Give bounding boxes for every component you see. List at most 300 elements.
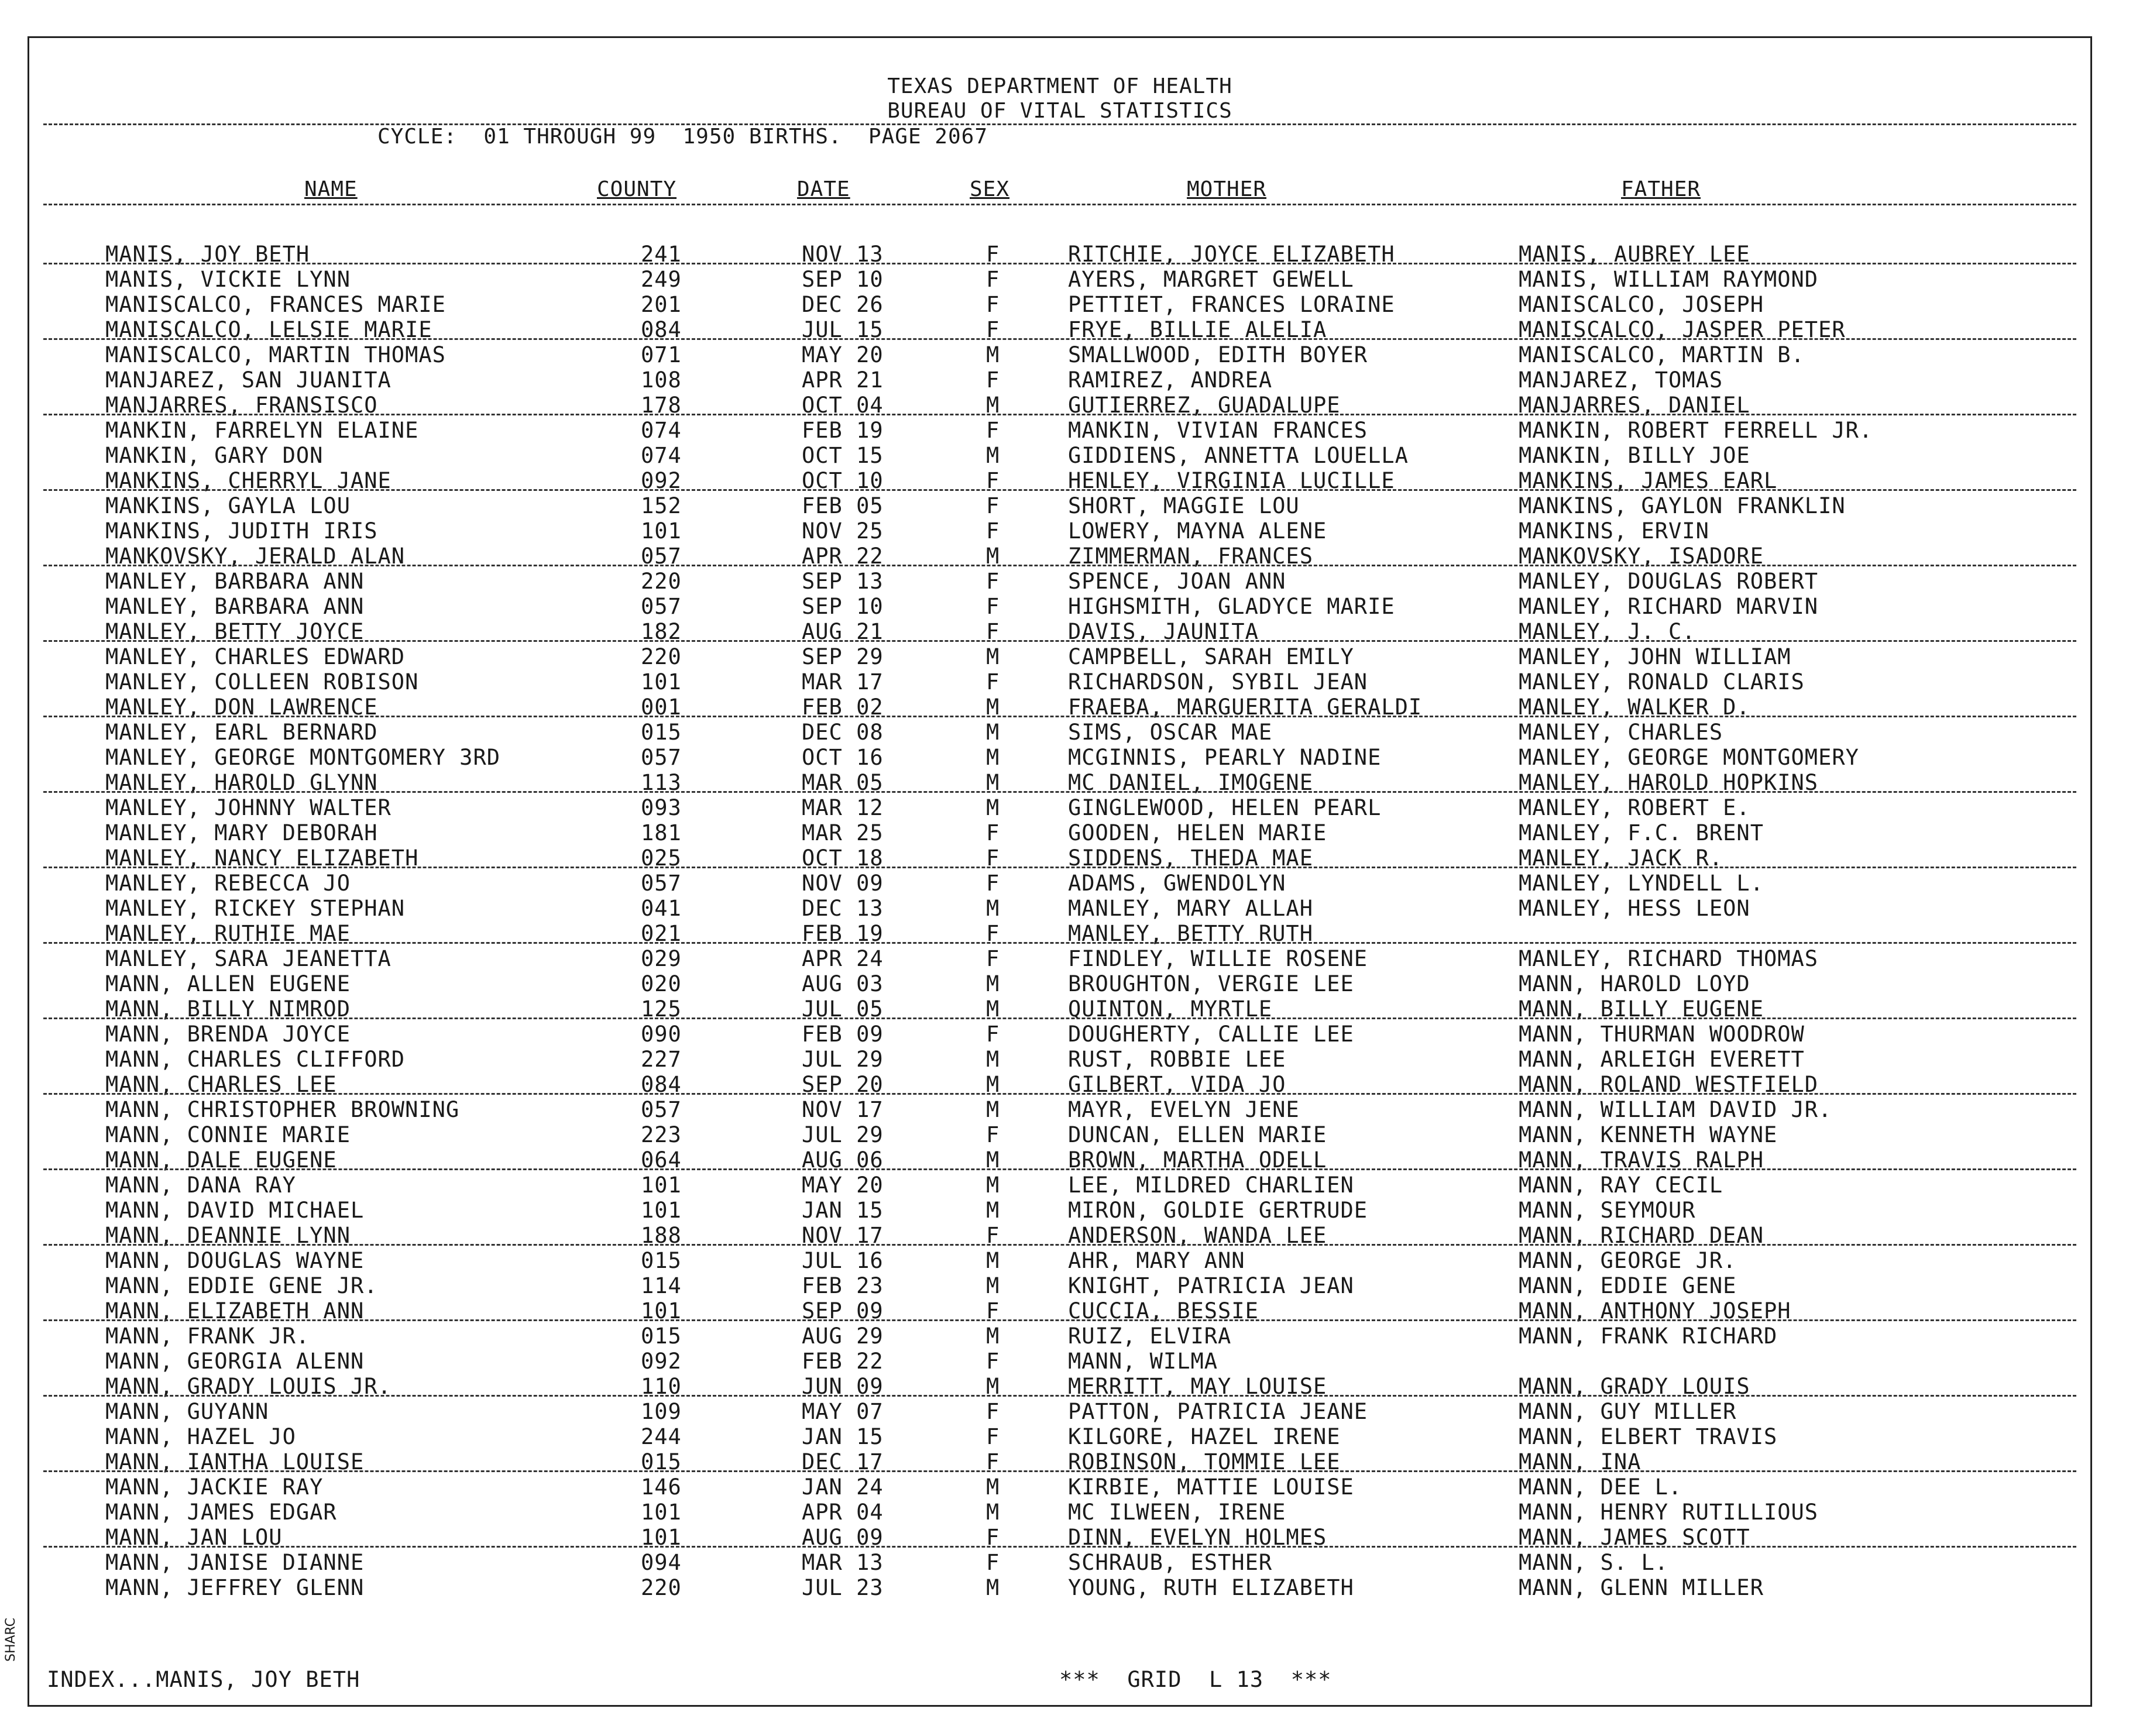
cell-father: MANJAREZ, TOMAS	[1519, 367, 1723, 393]
cell-date: MAR 17	[802, 669, 884, 695]
cell-date: NOV 25	[802, 518, 884, 544]
cell-father: MANN, WILLIAM DAVID JR.	[1519, 1097, 1832, 1122]
cell-date: MAR 12	[802, 795, 884, 820]
cell-father: MANN, GUY MILLER	[1519, 1399, 1737, 1424]
cell-name: MANN, CHARLES CLIFFORD	[105, 1047, 406, 1072]
cell-sex: F	[986, 317, 1000, 342]
cell-sex: F	[986, 594, 1000, 619]
cell-name: MANN, BILLY NIMROD	[105, 996, 351, 1022]
cell-mother: KNIGHT, PATRICIA JEAN	[1068, 1273, 1354, 1298]
cell-mother: MERRITT, MAY LOUISE	[1068, 1374, 1327, 1399]
cell-father: MANKINS, JAMES EARL	[1519, 468, 1778, 493]
cell-sex: M	[986, 544, 1000, 569]
cell-county: 041	[641, 896, 682, 921]
cell-date: FEB 02	[802, 695, 884, 720]
cell-mother: ADAMS, GWENDOLYN	[1068, 871, 1286, 896]
cell-mother: RUIZ, ELVIRA	[1068, 1324, 1232, 1349]
cell-date: AUG 09	[802, 1525, 884, 1550]
cell-sex: M	[986, 1072, 1000, 1097]
cell-county: 101	[641, 518, 682, 544]
cell-sex: F	[986, 1298, 1000, 1324]
table-row	[29, 267, 2090, 292]
cell-mother: FINDLEY, WILLIE ROSENE	[1068, 946, 1368, 971]
cell-mother: MANN, WILMA	[1068, 1349, 1218, 1374]
cell-father: MANN, INA	[1519, 1449, 1642, 1474]
cell-sex: F	[986, 1122, 1000, 1147]
cell-name: MANN, CHARLES LEE	[105, 1072, 337, 1097]
cell-name: MANN, FRANK JR.	[105, 1324, 310, 1349]
table-row	[29, 1399, 2090, 1424]
cell-name: MANIS, JOY BETH	[105, 242, 310, 267]
cell-county: 201	[641, 292, 682, 317]
cell-sex: M	[986, 1198, 1000, 1223]
cell-sex: F	[986, 518, 1000, 544]
dashed-rule	[43, 1395, 2076, 1397]
cell-mother: CUCCIA, BESSIE	[1068, 1298, 1259, 1324]
table-row	[29, 342, 2090, 367]
cell-county: 109	[641, 1399, 682, 1424]
cell-mother: CAMPBELL, SARAH EMILY	[1068, 644, 1354, 669]
cell-county: 223	[641, 1122, 682, 1147]
cell-father: MANLEY, HESS LEON	[1519, 896, 1750, 921]
cell-date: JAN 24	[802, 1474, 884, 1500]
cell-county: 029	[641, 946, 682, 971]
cell-date: FEB 23	[802, 1273, 884, 1298]
cell-father: MANN, GEORGE JR.	[1519, 1248, 1737, 1273]
table-row	[29, 1424, 2090, 1449]
cell-name: MANN, DALE EUGENE	[105, 1147, 337, 1173]
table-row	[29, 594, 2090, 619]
cell-date: DEC 26	[802, 292, 884, 317]
dashed-rule	[43, 791, 2076, 793]
cell-sex: M	[986, 971, 1000, 996]
cell-county: 101	[641, 1198, 682, 1223]
cell-county: 146	[641, 1474, 682, 1500]
cell-date: MAR 25	[802, 820, 884, 845]
cell-county: 152	[641, 493, 682, 518]
cell-name: MANISCALCO, MARTIN THOMAS	[105, 342, 446, 367]
dashed-rule	[43, 1017, 2076, 1019]
cell-sex: M	[986, 1575, 1000, 1600]
cell-date: NOV 09	[802, 871, 884, 896]
cell-mother: MC ILWEEN, IRENE	[1068, 1500, 1286, 1525]
cell-father: MANN, ANTHONY JOSEPH	[1519, 1298, 1791, 1324]
cell-county: 015	[641, 720, 682, 745]
cell-date: OCT 16	[802, 745, 884, 770]
cell-county: 092	[641, 1349, 682, 1374]
cell-mother: KILGORE, HAZEL IRENE	[1068, 1424, 1341, 1449]
cell-date: MAY 20	[802, 1173, 884, 1198]
cell-father: MANISCALCO, JASPER PETER	[1519, 317, 1846, 342]
cell-sex: M	[986, 443, 1000, 468]
cell-date: JUL 29	[802, 1122, 884, 1147]
cell-name: MANN, CHRISTOPHER BROWNING	[105, 1097, 460, 1122]
cell-name: MANN, IANTHA LOUISE	[105, 1449, 365, 1474]
cell-name: MANLEY, MARY DEBORAH	[105, 820, 378, 845]
cell-date: OCT 18	[802, 845, 884, 871]
cell-father: MANLEY, RICHARD THOMAS	[1519, 946, 1819, 971]
cell-date: SEP 20	[802, 1072, 884, 1097]
cell-county: 094	[641, 1550, 682, 1575]
table-row	[29, 1173, 2090, 1198]
cell-father: MANN, BILLY EUGENE	[1519, 996, 1764, 1022]
cell-county: 015	[641, 1449, 682, 1474]
cell-date: NOV 17	[802, 1097, 884, 1122]
cell-date: APR 24	[802, 946, 884, 971]
cell-date: MAY 07	[802, 1399, 884, 1424]
cell-mother: AHR, MARY ANN	[1068, 1248, 1245, 1273]
table-row	[29, 745, 2090, 770]
cell-county: 057	[641, 871, 682, 896]
cell-mother: ROBINSON, TOMMIE LEE	[1068, 1449, 1341, 1474]
cell-name: MANN, GRADY LOUIS JR.	[105, 1374, 392, 1399]
cell-father: MANISCALCO, MARTIN B.	[1519, 342, 1805, 367]
col-header-father: FATHER	[1621, 177, 1701, 201]
cell-county: 071	[641, 342, 682, 367]
cell-mother: HENLEY, VIRGINIA LUCILLE	[1068, 468, 1395, 493]
table-row	[29, 896, 2090, 921]
cell-county: 057	[641, 594, 682, 619]
dashed-rule	[43, 640, 2076, 642]
cell-sex: F	[986, 1525, 1000, 1550]
cell-county: 101	[641, 1500, 682, 1525]
cell-county: 021	[641, 921, 682, 946]
cell-mother: MANLEY, MARY ALLAH	[1068, 896, 1313, 921]
cell-mother: RUST, ROBBIE LEE	[1068, 1047, 1286, 1072]
table-row	[29, 871, 2090, 896]
cell-name: MANN, DOUGLAS WAYNE	[105, 1248, 365, 1273]
cell-father: MANLEY, RICHARD MARVIN	[1519, 594, 1819, 619]
cell-sex: F	[986, 267, 1000, 292]
cell-date: JUL 15	[802, 317, 884, 342]
cell-name: MANLEY, COLLEEN ROBISON	[105, 669, 419, 695]
cell-date: MAR 13	[802, 1550, 884, 1575]
cell-sex: M	[986, 1097, 1000, 1122]
cell-date: SEP 29	[802, 644, 884, 669]
cell-father: MANN, S. L.	[1519, 1550, 1669, 1575]
cell-sex: M	[986, 695, 1000, 720]
cell-sex: M	[986, 1047, 1000, 1072]
cell-father: MANLEY, J. C.	[1519, 619, 1696, 644]
dashed-rule	[43, 1244, 2076, 1246]
cell-date: JUN 09	[802, 1374, 884, 1399]
cell-name: MANLEY, CHARLES EDWARD	[105, 644, 406, 669]
cell-name: MANLEY, BARBARA ANN	[105, 594, 365, 619]
cell-name: MANLEY, RUTHIE MAE	[105, 921, 351, 946]
footer-grid: *** GRID L 13 ***	[1059, 1667, 1332, 1692]
table-row	[29, 644, 2090, 669]
cell-sex: M	[986, 1173, 1000, 1198]
cell-mother: KIRBIE, MATTIE LOUISE	[1068, 1474, 1354, 1500]
cell-date: DEC 17	[802, 1449, 884, 1474]
cell-sex: M	[986, 1324, 1000, 1349]
table-row	[29, 418, 2090, 443]
table-row	[29, 1122, 2090, 1147]
cell-date: JUL 23	[802, 1575, 884, 1600]
cell-date: AUG 29	[802, 1324, 884, 1349]
table-row	[29, 1349, 2090, 1374]
cell-name: MANN, ELIZABETH ANN	[105, 1298, 365, 1324]
cell-sex: F	[986, 1223, 1000, 1248]
cell-mother: YOUNG, RUTH ELIZABETH	[1068, 1575, 1354, 1600]
cell-date: NOV 13	[802, 242, 884, 267]
cell-name: MANISCALCO, FRANCES MARIE	[105, 292, 446, 317]
cell-name: MANJAREZ, SAN JUANITA	[105, 367, 392, 393]
cell-date: OCT 04	[802, 393, 884, 418]
cell-date: JAN 15	[802, 1198, 884, 1223]
cell-name: MANKINS, CHERRYL JANE	[105, 468, 392, 493]
cell-father: MANN, JAMES SCOTT	[1519, 1525, 1750, 1550]
cell-sex: F	[986, 418, 1000, 443]
dashed-rule	[43, 1319, 2076, 1321]
cell-sex: F	[986, 669, 1000, 695]
cell-mother: BROWN, MARTHA ODELL	[1068, 1147, 1327, 1173]
cell-name: MANISCALCO, LELSIE MARIE	[105, 317, 432, 342]
dashed-rule	[43, 263, 2076, 264]
cell-mother: ANDERSON, WANDA LEE	[1068, 1223, 1327, 1248]
cell-sex: M	[986, 996, 1000, 1022]
cell-father: MANKINS, GAYLON FRANKLIN	[1519, 493, 1846, 518]
cell-name: MANN, CONNIE MARIE	[105, 1122, 351, 1147]
cell-sex: F	[986, 468, 1000, 493]
dashed-rule	[43, 942, 2076, 944]
cell-father: MANLEY, LYNDELL L.	[1519, 871, 1764, 896]
cell-name: MANLEY, NANCY ELIZABETH	[105, 845, 419, 871]
cell-father: MANN, RAY CECIL	[1519, 1173, 1723, 1198]
cell-father: MANN, GLENN MILLER	[1519, 1575, 1764, 1600]
cell-date: AUG 03	[802, 971, 884, 996]
cell-sex: F	[986, 1424, 1000, 1449]
table-row	[29, 493, 2090, 518]
cell-father: MANN, GRADY LOUIS	[1519, 1374, 1750, 1399]
document-frame	[28, 36, 2092, 1707]
cell-county: 020	[641, 971, 682, 996]
cell-date: DEC 13	[802, 896, 884, 921]
cell-county: 125	[641, 996, 682, 1022]
cell-father: MANN, TRAVIS RALPH	[1519, 1147, 1764, 1173]
cell-county: 101	[641, 1525, 682, 1550]
cell-date: APR 21	[802, 367, 884, 393]
cell-date: JUL 05	[802, 996, 884, 1022]
cell-father: MANLEY, RONALD CLARIS	[1519, 669, 1805, 695]
cell-sex: M	[986, 1273, 1000, 1298]
cell-sex: F	[986, 1550, 1000, 1575]
cell-sex: M	[986, 745, 1000, 770]
cell-date: SEP 10	[802, 594, 884, 619]
cell-father: MANN, FRANK RICHARD	[1519, 1324, 1778, 1349]
cell-mother: GUTIERREZ, GUADALUPE	[1068, 393, 1341, 418]
cell-mother: QUINTON, MYRTLE	[1068, 996, 1273, 1022]
cell-county: 108	[641, 367, 682, 393]
table-row	[29, 443, 2090, 468]
cell-mother: RITCHIE, JOYCE ELIZABETH	[1068, 242, 1395, 267]
cell-date: SEP 13	[802, 569, 884, 594]
dashed-rule	[43, 1470, 2076, 1472]
cycle-line: CYCLE: 01 THROUGH 99 1950 BIRTHS. PAGE 2067	[377, 125, 988, 149]
table-row	[29, 1097, 2090, 1122]
table-row	[29, 569, 2090, 594]
cell-mother: HIGHSMITH, GLADYCE MARIE	[1068, 594, 1395, 619]
cell-sex: F	[986, 292, 1000, 317]
cell-father: MANKINS, ERVIN	[1519, 518, 1709, 544]
cell-county: 084	[641, 317, 682, 342]
cell-mother: GIDDIENS, ANNETTA LOUELLA	[1068, 443, 1409, 468]
cell-county: 188	[641, 1223, 682, 1248]
cell-name: MANLEY, JOHNNY WALTER	[105, 795, 392, 820]
cell-name: MANN, DAVID MICHAEL	[105, 1198, 365, 1223]
cell-county: 227	[641, 1047, 682, 1072]
cell-county: 074	[641, 418, 682, 443]
cell-father: MANN, ARLEIGH EVERETT	[1519, 1047, 1805, 1072]
cell-father: MANLEY, DOUGLAS ROBERT	[1519, 569, 1819, 594]
cell-date: JUL 16	[802, 1248, 884, 1273]
cell-mother: GILBERT, VIDA JO	[1068, 1072, 1286, 1097]
cell-sex: M	[986, 720, 1000, 745]
cell-county: 241	[641, 242, 682, 267]
cell-father: MANKIN, BILLY JOE	[1519, 443, 1750, 468]
cell-county: 182	[641, 619, 682, 644]
cell-father: MANN, SEYMOUR	[1519, 1198, 1696, 1223]
cell-mother: DUNCAN, ELLEN MARIE	[1068, 1122, 1327, 1147]
cell-father: MANN, RICHARD DEAN	[1519, 1223, 1764, 1248]
cell-sex: F	[986, 493, 1000, 518]
cell-county: 114	[641, 1273, 682, 1298]
table-row	[29, 669, 2090, 695]
cell-mother: FRAEBA, MARGUERITA GERALDI	[1068, 695, 1423, 720]
cell-date: DEC 08	[802, 720, 884, 745]
cell-mother: SMALLWOOD, EDITH BOYER	[1068, 342, 1368, 367]
cell-county: 093	[641, 795, 682, 820]
table-row	[29, 1500, 2090, 1525]
cell-mother: SIDDENS, THEDA MAE	[1068, 845, 1313, 871]
cell-mother: SPENCE, JOAN ANN	[1068, 569, 1286, 594]
cell-county: 084	[641, 1072, 682, 1097]
cell-sex: M	[986, 1500, 1000, 1525]
cell-father: MANLEY, HAROLD HOPKINS	[1519, 770, 1819, 795]
cell-county: 220	[641, 569, 682, 594]
table-row	[29, 946, 2090, 971]
cell-county: 001	[641, 695, 682, 720]
cell-date: OCT 15	[802, 443, 884, 468]
cell-name: MANLEY, RICKEY STEPHAN	[105, 896, 406, 921]
table-row	[29, 1022, 2090, 1047]
table-row	[29, 1575, 2090, 1600]
table-row	[29, 1550, 2090, 1575]
cell-county: 101	[641, 1298, 682, 1324]
cell-date: MAY 20	[802, 342, 884, 367]
cell-father: MANLEY, ROBERT E.	[1519, 795, 1750, 820]
cell-sex: M	[986, 795, 1000, 820]
cell-mother: MANLEY, BETTY RUTH	[1068, 921, 1313, 946]
cell-name: MANKINS, JUDITH IRIS	[105, 518, 378, 544]
cell-father: MANLEY, F.C. BRENT	[1519, 820, 1764, 845]
cell-county: 057	[641, 1097, 682, 1122]
cell-name: MANLEY, REBECCA JO	[105, 871, 351, 896]
cell-county: 074	[641, 443, 682, 468]
cell-name: MANN, JANISE DIANNE	[105, 1550, 365, 1575]
col-header-sex: SEX	[970, 177, 1010, 201]
cell-mother: MANKIN, VIVIAN FRANCES	[1068, 418, 1368, 443]
col-header-date: DATE	[797, 177, 850, 201]
dashed-rule	[43, 565, 2076, 566]
cell-name: MANN, JACKIE RAY	[105, 1474, 324, 1500]
dashed-rule	[43, 338, 2076, 340]
cell-sex: M	[986, 1474, 1000, 1500]
cell-name: MANN, JAN LOU	[105, 1525, 283, 1550]
table-row	[29, 720, 2090, 745]
cell-sex: F	[986, 619, 1000, 644]
cell-county: 057	[641, 745, 682, 770]
cell-mother: SHORT, MAGGIE LOU	[1068, 493, 1300, 518]
cell-father: MANLEY, JOHN WILLIAM	[1519, 644, 1791, 669]
cell-county: 101	[641, 669, 682, 695]
cell-father: MANN, THURMAN WOODROW	[1519, 1022, 1805, 1047]
cell-sex: M	[986, 1374, 1000, 1399]
cell-name: MANKINS, GAYLA LOU	[105, 493, 351, 518]
cell-date: FEB 05	[802, 493, 884, 518]
cell-sex: M	[986, 770, 1000, 795]
cell-name: MANLEY, SARA JEANETTA	[105, 946, 392, 971]
cell-date: SEP 09	[802, 1298, 884, 1324]
cell-date: AUG 21	[802, 619, 884, 644]
cell-date: FEB 19	[802, 921, 884, 946]
dashed-rule	[43, 1168, 2076, 1170]
cell-name: MANLEY, EARL BERNARD	[105, 720, 378, 745]
cell-name: MANLEY, HAROLD GLYNN	[105, 770, 378, 795]
cell-date: SEP 10	[802, 267, 884, 292]
cell-sex: F	[986, 1399, 1000, 1424]
cell-name: MANIS, VICKIE LYNN	[105, 267, 351, 292]
cell-name: MANN, GUYANN	[105, 1399, 269, 1424]
table-row	[29, 1198, 2090, 1223]
cell-mother: AYERS, MARGRET GEWELL	[1068, 267, 1354, 292]
cell-mother: DINN, EVELYN HOLMES	[1068, 1525, 1327, 1550]
cell-date: OCT 10	[802, 468, 884, 493]
cell-name: MANN, ALLEN EUGENE	[105, 971, 351, 996]
col-header-name: NAME	[304, 177, 358, 201]
cell-sex: F	[986, 845, 1000, 871]
cell-name: MANN, HAZEL JO	[105, 1424, 296, 1449]
cell-county: 101	[641, 1173, 682, 1198]
cell-name: MANN, BRENDA JOYCE	[105, 1022, 351, 1047]
cell-county: 057	[641, 544, 682, 569]
cell-county: 064	[641, 1147, 682, 1173]
cell-sex: F	[986, 820, 1000, 845]
cell-father: MANIS, WILLIAM RAYMOND	[1519, 267, 1819, 292]
table-row	[29, 1474, 2090, 1500]
table-row	[29, 292, 2090, 317]
cell-date: APR 22	[802, 544, 884, 569]
cell-father: MANLEY, CHARLES	[1519, 720, 1723, 745]
cell-date: JUL 29	[802, 1047, 884, 1072]
cell-name: MANN, EDDIE GENE JR.	[105, 1273, 378, 1298]
cell-sex: M	[986, 644, 1000, 669]
cell-county: 113	[641, 770, 682, 795]
cell-sex: F	[986, 569, 1000, 594]
cell-mother: LEE, MILDRED CHARLIEN	[1068, 1173, 1354, 1198]
cell-sex: M	[986, 1248, 1000, 1273]
cell-name: MANJARRES, FRANSISCO	[105, 393, 378, 418]
cell-mother: DAVIS, JAUNITA	[1068, 619, 1259, 644]
cell-sex: M	[986, 393, 1000, 418]
cell-name: MANN, DEANNIE LYNN	[105, 1223, 351, 1248]
cell-sex: F	[986, 1349, 1000, 1374]
cell-sex: M	[986, 896, 1000, 921]
cell-mother: MC DANIEL, IMOGENE	[1068, 770, 1313, 795]
cell-sex: M	[986, 342, 1000, 367]
cell-mother: MAYR, EVELYN JENE	[1068, 1097, 1300, 1122]
dashed-rule	[43, 489, 2076, 491]
